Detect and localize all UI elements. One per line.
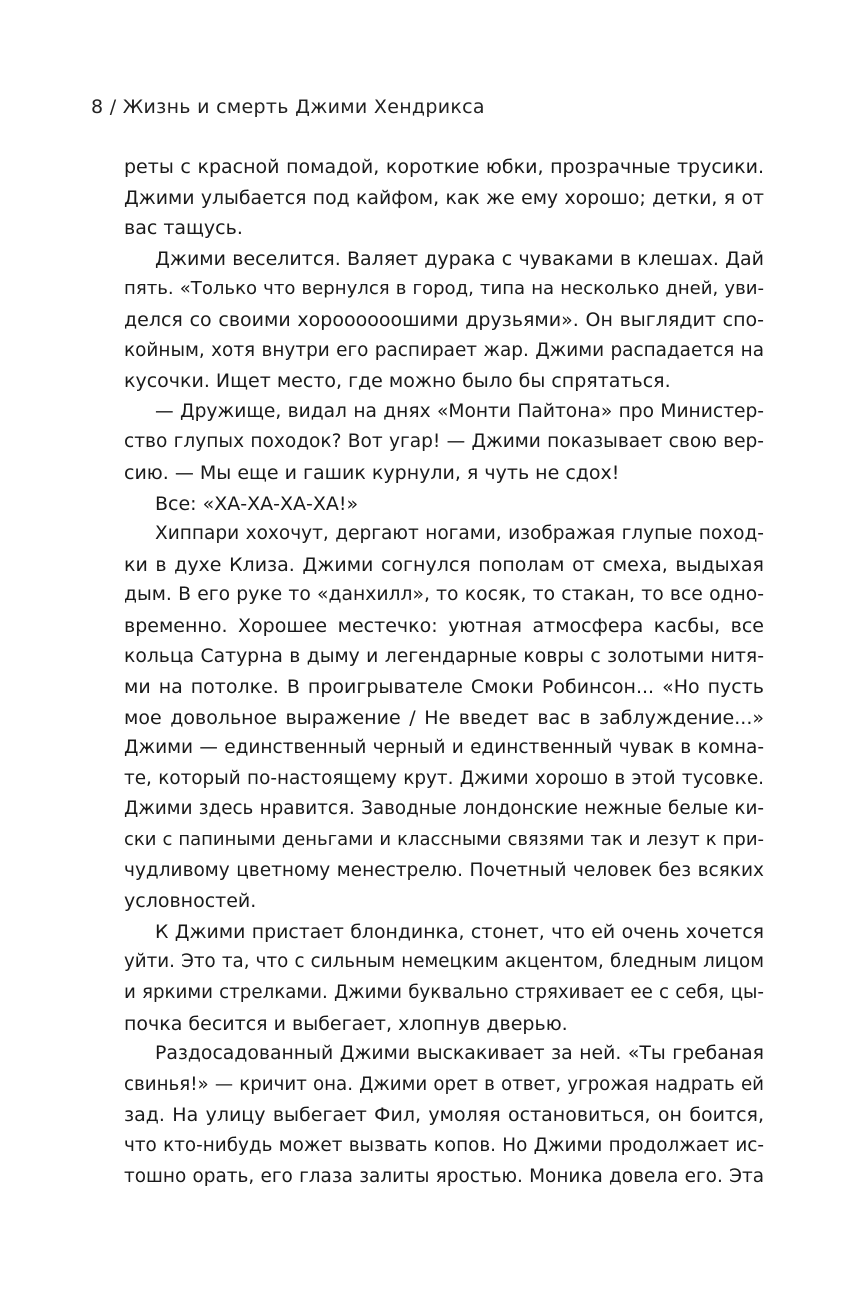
- text-line: Джими — единственный черный и единственный чувак в комна-: [124, 737, 764, 759]
- text-line: ми на потолке. В проигрывателе Смоки Робинсон... «Но пусть: [124, 676, 764, 699]
- text-line: делся со своими хороооооошими друзьями». Он выглядит спо-: [124, 308, 764, 331]
- text-line: кольца Сатурна в дыму и легендарные ковры с золотыми нитя-: [124, 645, 764, 667]
- text-line: койным, хотя внутри его распирает жар. Джими распадается на: [124, 339, 764, 361]
- text-line: Джими веселится. Валяет дурака с чуваками в клешах. Дай: [155, 247, 764, 270]
- text-line: что кто-нибудь может вызвать копов. Но Джими продолжает ис-: [124, 1135, 764, 1156]
- text-line: Хиппари хохочут, дергают ногами, изображая глупые поход-: [155, 523, 764, 545]
- text-line: ки в духе Клиза. Джими согнулся пополам от смеха, выдыхая: [124, 553, 764, 576]
- running-head: 8 / Жизнь и смерть Джими Хендрикса: [91, 96, 485, 118]
- text-line: Джими здесь нравится. Заводные лондонские нежные белые ки-: [124, 798, 764, 820]
- text-line: свинья!» — кричит она. Джими орет в ответ, угрожая надрать ей: [124, 1073, 764, 1095]
- text-line: вас тащусь.: [124, 217, 243, 240]
- text-line: зад. На улицу выбегает Фил, умоляя остановиться, он боится,: [124, 1104, 764, 1127]
- text-line: чудливому цветному менестрелю. Почетный человек без всяких: [124, 859, 764, 881]
- text-line: почка бесится и выбегает, хлопнув дверью.: [124, 1012, 568, 1035]
- text-line: сию. — Мы еще и гашик курнули, я чуть не сдох!: [124, 461, 620, 484]
- page-body-text: [124, 152, 764, 1192]
- text-line: Джими улыбается под кайфом, как же ему хорошо; детки, я от: [124, 186, 764, 209]
- text-line: тошно орать, его глаза залиты яростью. Моника довела его. Эта: [124, 1165, 764, 1187]
- text-line: Все: «ХА-ХА-ХА-ХА!»: [155, 492, 359, 515]
- text-line: Раздосадованный Джими выскакивает за ней. «Ты гребаная: [155, 1043, 764, 1065]
- text-line: — Дружище, видал на днях «Монти Пайтона» про Министер-: [155, 400, 764, 422]
- text-line: те, который по-настоящему крут. Джими хорошо в этой тусовке.: [124, 767, 764, 789]
- text-line: кусочки. Ищет место, где можно было бы спрятаться.: [124, 370, 671, 393]
- text-line: К Джими пристает блондинка, стонет, что ей очень хочется: [155, 920, 764, 943]
- text-line: и яркими стрелками. Джими буквально стряхивает ее с себя, цы-: [124, 982, 764, 1004]
- text-line: уйти. Это та, что с сильным немецким акцентом, бледным лицом: [124, 951, 764, 973]
- text-line: условностей.: [124, 890, 257, 913]
- text-line: ски с папиными деньгами и классными связями так и лезут к при-: [124, 829, 764, 851]
- text-line: пять. «Только что вернулся в город, типа на несколько дней, уви-: [124, 278, 764, 300]
- text-line: реты с красной помадой, короткие юбки, прозрачные трусики.: [124, 156, 764, 178]
- text-line: мое довольное выражение / Не введет вас в заблуждение...»: [124, 706, 764, 729]
- text-line: дым. В его руке то «данхилл», то косяк, то стакан, то все одно-: [124, 584, 764, 606]
- text-line: ство глупых походок? Вот угар! — Джими показывает свою вер-: [124, 431, 764, 453]
- text-line: временно. Хорошее местечко: уютная атмосфера касбы, все: [124, 614, 764, 637]
